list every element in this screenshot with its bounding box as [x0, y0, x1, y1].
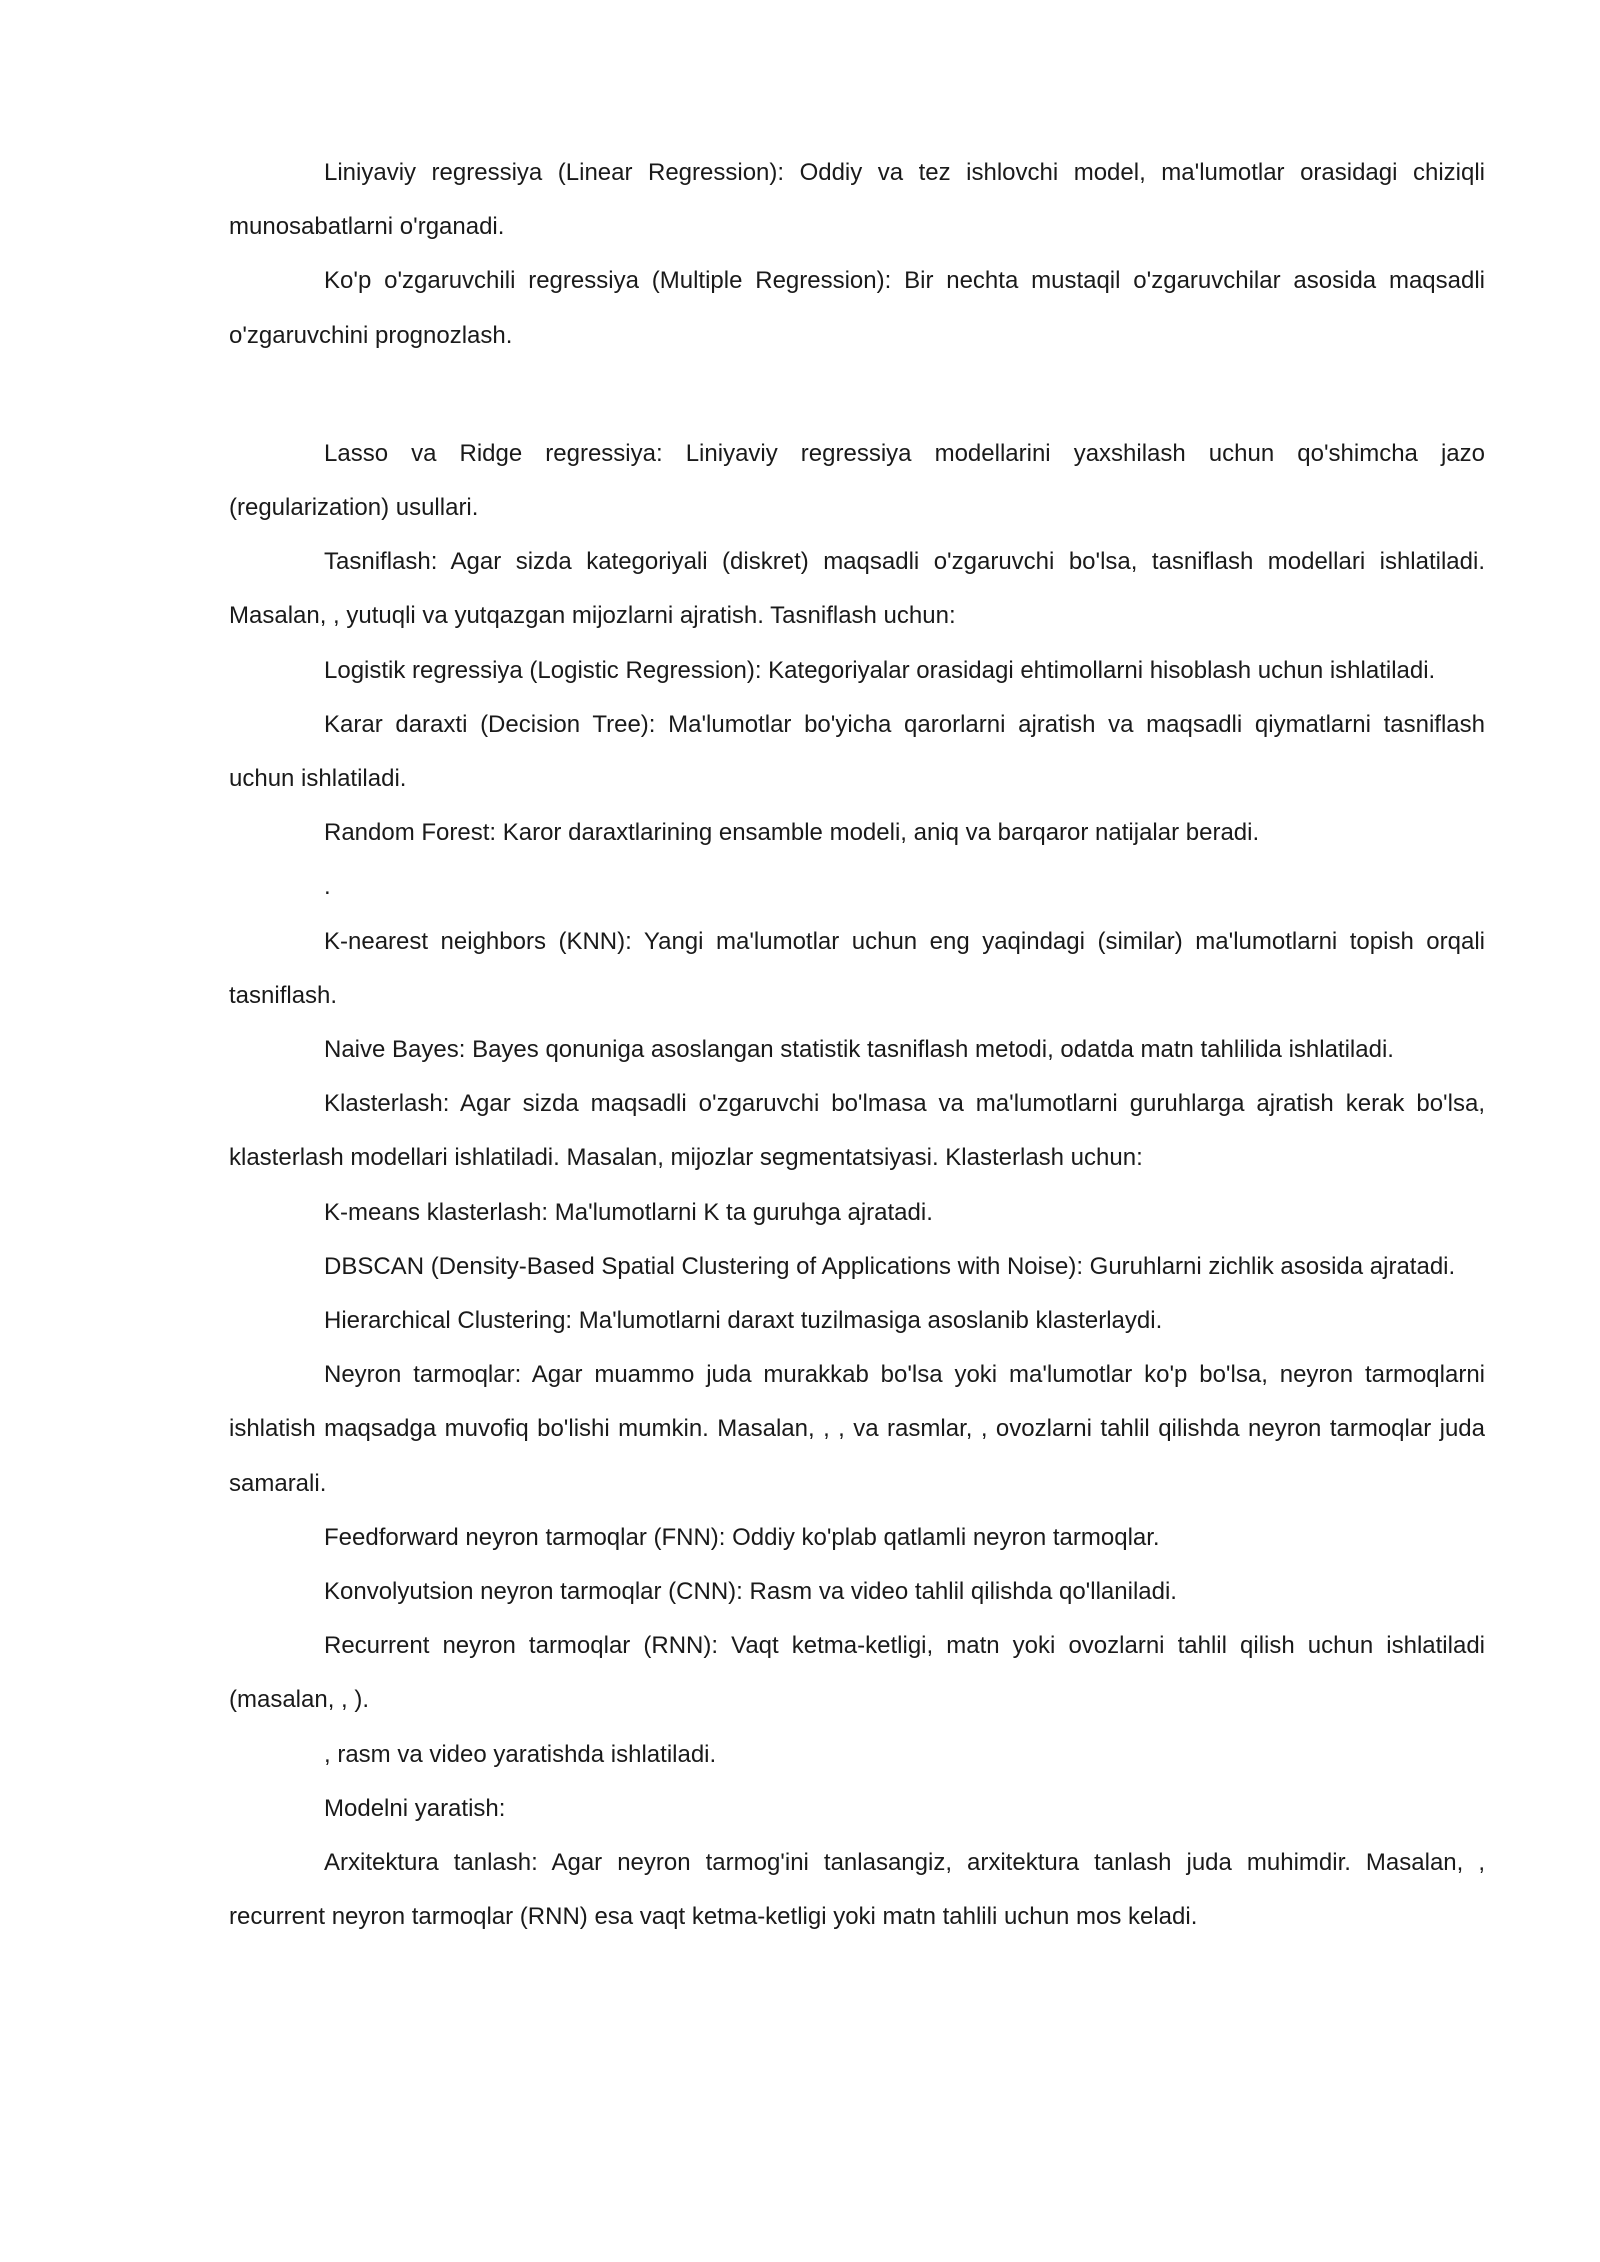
paragraph-dbscan: DBSCAN (Density-Based Spatial Clustering of Applications with Noise): Guruhlarni zichlik asosida ajratadi.: [324, 1252, 1456, 1280]
paragraph-rnn: Recurrent neyron tarmoqlar (RNN): Vaqt ketma-ketligi, matn yoki ovozlarni tahlil qilish uchun ishlatiladi (masalan, , ).: [229, 1632, 1485, 1714]
paragraph-hierarchical: Hierarchical Clustering: Ma'lumotlarni daraxt tuzilmasiga asoslanib klasterlaydi.: [324, 1307, 1163, 1335]
paragraph-decision-tree: Karar daraxti (Decision Tree): Ma'lumotlar bo'yicha qarorlarni ajratish va maqsadli qiymatlarni tasniflash uchun ishlatiladi.: [229, 710, 1485, 793]
paragraph-neural-networks: Neyron tarmoqlar: Agar muammo juda murakkab bo'lsa yoki ma'lumotlar ko'p bo'lsa, neyron tarmoqlarni ishlatish maqsadga muvofiq bo'lishi mumkin. Masalan, , , va rasmlar, , ovozlarni tahlil qilishda neyron tarmoqlar juda samarali.: [229, 1361, 1485, 1497]
paragraph-multiple-regression: Ko'p o'zgaruvchili regressiya (Multiple Regression): Bir nechta mustaqil o'zgaruvchilar asosida maqsadli o'zgaruvchini prognozlash.: [229, 267, 1485, 349]
paragraph-random-forest: Random Forest: Karor daraxtlarining ensamble modeli, aniq va barqaror natijalar beradi.: [324, 819, 1260, 847]
paragraph-architecture: Arxitektura tanlash: Agar neyron tarmog'ini tanlasangiz, arxitektura tanlash juda muhimdir. Masalan, , recurrent neyron tarmoqlar (RNN) esa vaqt ketma-ketligi yoki matn tahlili uchun mos keladi.: [229, 1849, 1485, 1931]
paragraph-naive-bayes: Naive Bayes: Bayes qonuniga asoslangan statistik tasniflash metodi, odatda matn tahlilida ishlatiladi.: [324, 1036, 1394, 1064]
paragraph-classification: Tasniflash: Agar sizda kategoriyali (diskret) maqsadli o'zgaruvchi bo'lsa, tasniflash modellari ishlatiladi. Masalan, , yutuqli va yutqazgan mijozlarni ajratish. Tasniflash uchun:: [229, 548, 1485, 630]
paragraph-lasso-ridge: Lasso va Ridge regressiya: Liniyaviy regressiya modellarini yaxshilash uchun qo'shimcha jazo (regularization) usullari.: [229, 439, 1485, 522]
paragraph-clustering: Klasterlash: Agar sizda maqsadli o'zgaruvchi bo'lmasa va ma'lumotlarni guruhlarga ajratish kerak bo'lsa, klasterlash modellari ishlatiladi. Masalan, mijozlar segmentatsiyasi. Klasterlash uchun:: [229, 1090, 1485, 1172]
paragraph-model-building: Modelni yaratish:: [324, 1794, 506, 1822]
blank-gap: [229, 363, 1485, 427]
paragraph-dot: .: [324, 873, 331, 901]
paragraph-fnn: Feedforward neyron tarmoqlar (FNN): Oddiy ko'plab qatlamli neyron tarmoqlar.: [324, 1523, 1160, 1551]
paragraph-kmeans: K-means klasterlash: Ma'lumotlarni K ta guruhga ajratadi.: [324, 1198, 933, 1226]
paragraph-linear-regression: Liniyaviy regressiya (Linear Regression): Oddiy va tez ishlovchi model, ma'lumotlar orasidagi chiziqli munosabatlarni o'rganadi.: [229, 159, 1485, 241]
document-body: [229, 146, 1485, 1945]
paragraph-cnn: Konvolyutsion neyron tarmoqlar (CNN): Rasm va video tahlil qilishda qo'llaniladi.: [324, 1578, 1177, 1606]
paragraph-knn: K-nearest neighbors (KNN): Yangi ma'lumotlar uchun eng yaqindagi (similar) ma'lumotlarni topish orqali tasniflash.: [229, 927, 1485, 1009]
paragraph-logistic-regression: Logistik regressiya (Logistic Regression): Kategoriyalar orasidagi ehtimollarni hisoblash uchun ishlatiladi.: [324, 656, 1436, 684]
paragraph-generation: , rasm va video yaratishda ishlatiladi.: [324, 1740, 717, 1768]
